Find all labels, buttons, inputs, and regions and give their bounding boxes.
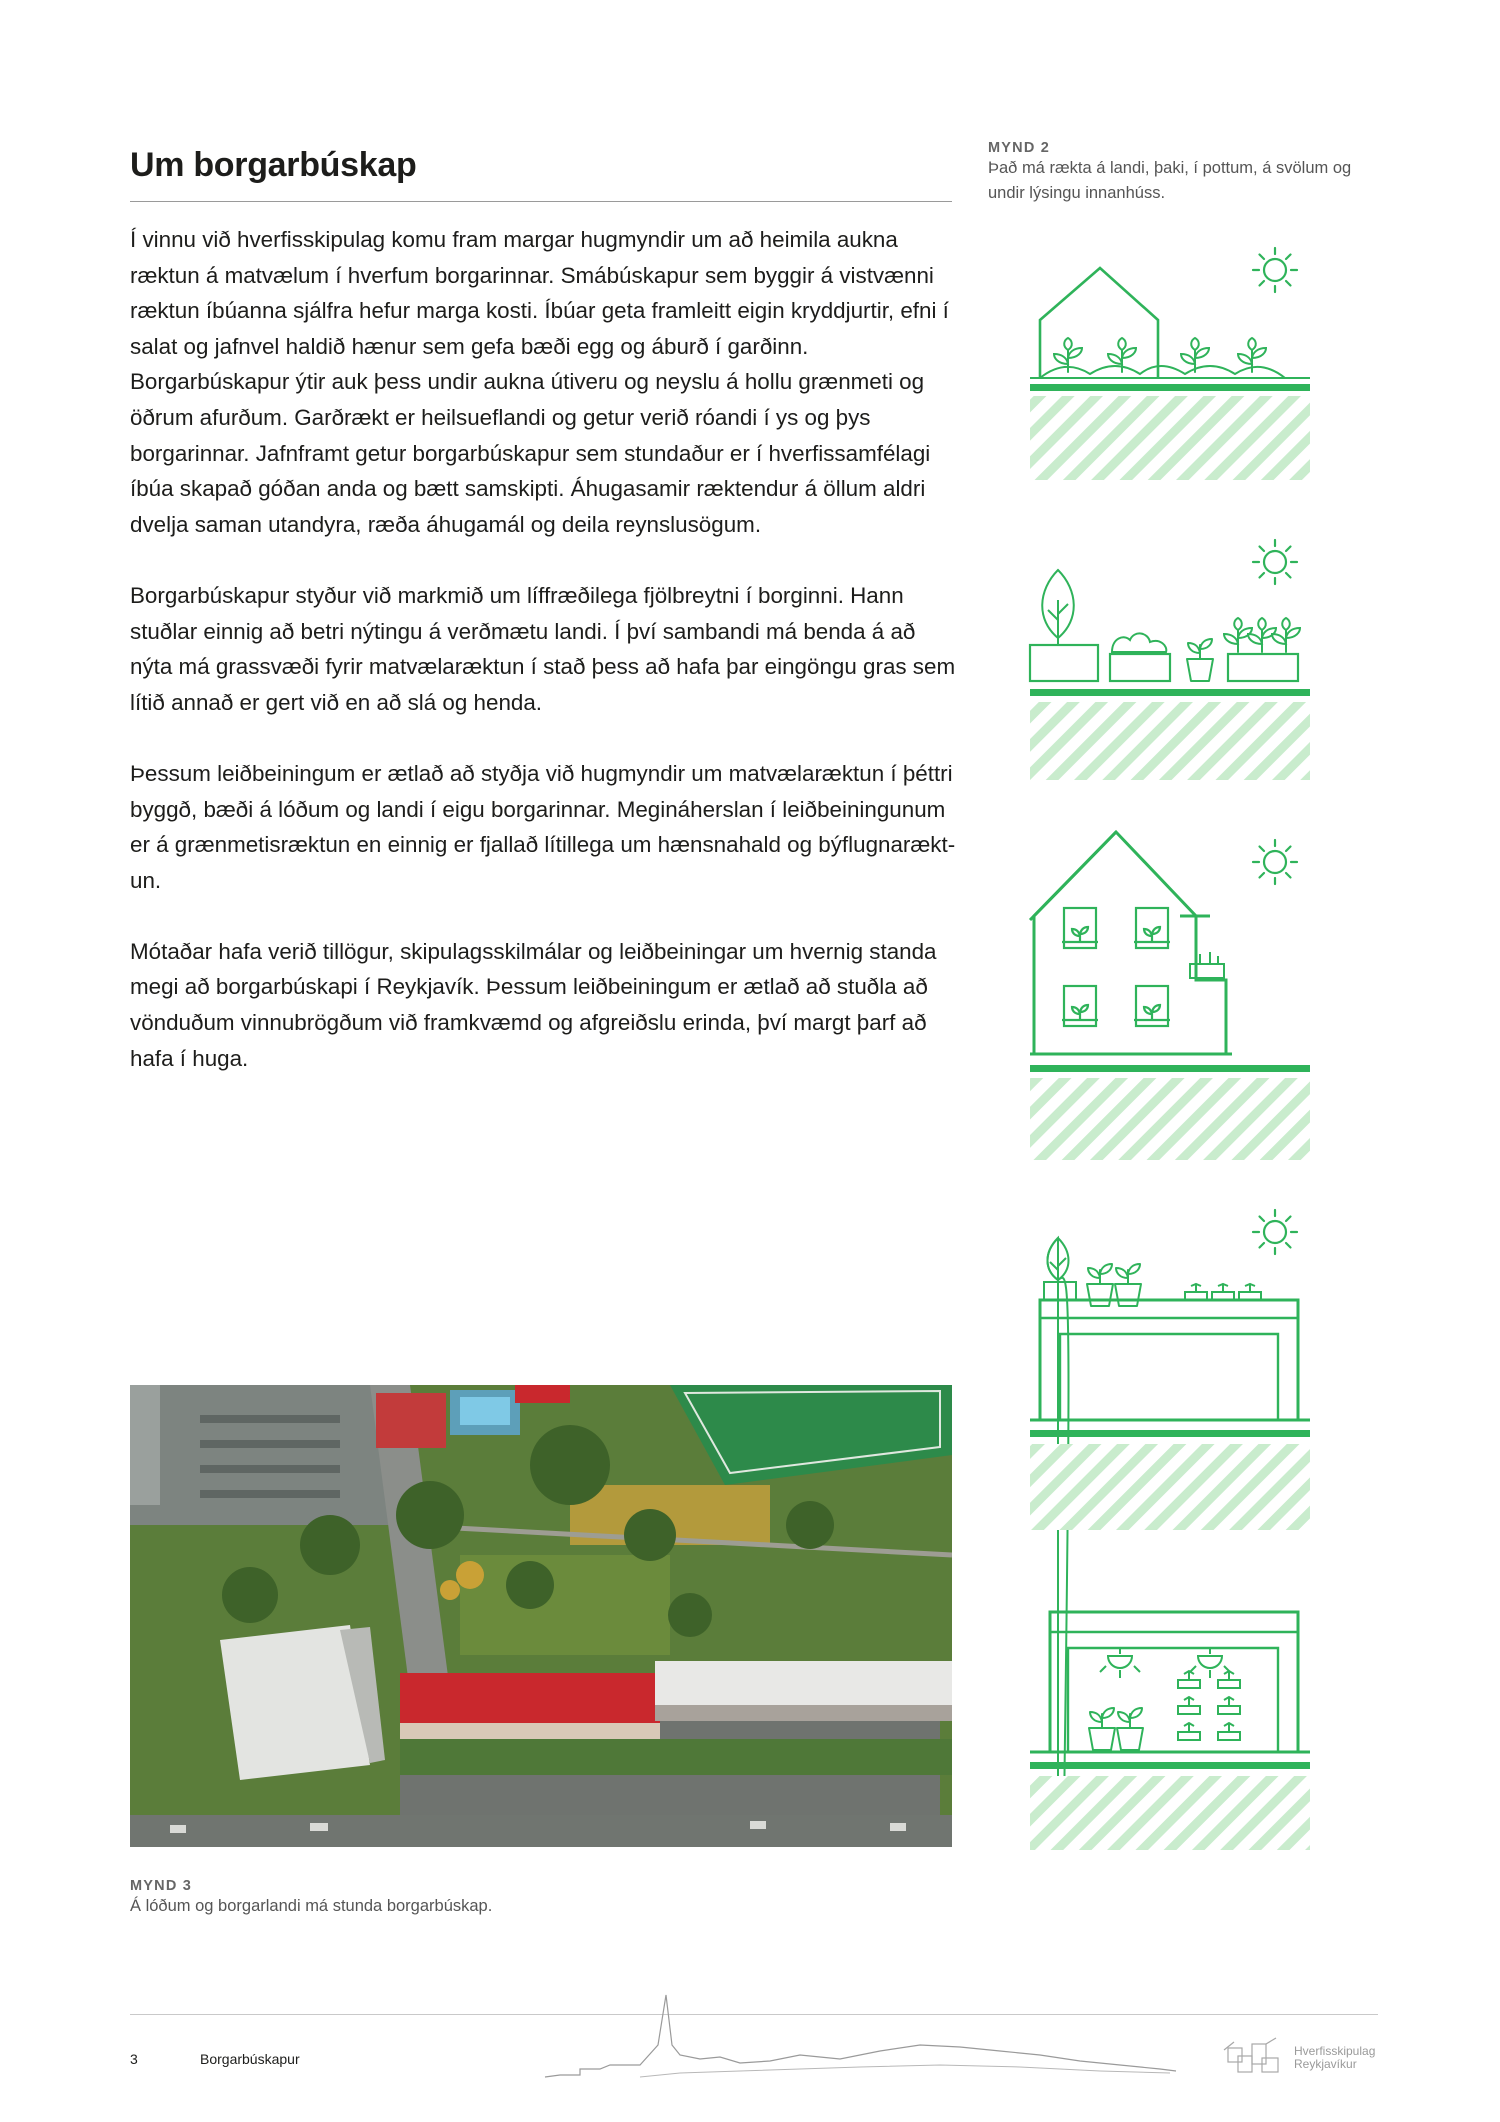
page-number: 3	[130, 2051, 138, 2067]
logo-line-2: Reykjavíkur	[1294, 2057, 1357, 2071]
title-divider	[130, 201, 952, 202]
body-text	[130, 222, 960, 1112]
paragraph-1: Í vinnu við hverfisskipulag komu fram margar hugmyndir um að heimila aukna ræktun á matvælum í hverfum borgarinnar. Smábúskapur sem byggir á vistvænni ræktun íbúanna sjálfra hefur marga kosti. Íbúar geta framleitt eigin kryddjurtir, efni í salat og jafnvel haldið hænur sem gefa bæði egg og áburð í garðinn. Borgarbúskapur ýtir auk þess undir aukna útiveru og neyslu á hollu grænmeti og öðrum afurðum. Garðrækt er heilsueflandi og getur verið róandi í ys og þys borgarinnar. Jafnframt getur borgarbúskapur sem stundaður er í hverfissamfélagi íbúa skapað góðan anda og bætt samskipti. Áhugasamir ræktendur á öllum aldri dvelja saman utandyra, ræða áhugamál og deila reynslusögum.	[130, 227, 949, 537]
figure-2-text: Það má rækta á landi, þaki, í pottum, á svölum og undir lýsingu innanhúss.	[988, 159, 1352, 202]
scene-rooftop	[1030, 1210, 1310, 1850]
growing-illustrations	[1020, 240, 1340, 1850]
logo-text	[1294, 2045, 1375, 2071]
footer-doc-title: Borgarbúskapur	[200, 2051, 300, 2067]
figure-2-caption	[988, 140, 1388, 206]
paragraph-4: Mótaðar hafa verið tillögur, skipulagsskilmálar og leiðbeiningar um hvernig standa megi að borgarbúskapi í Reykjavík. Þessum leiðbeiningum er ætlað að stuðla að vönduðum vinnubrögðum við framkvæmd og afgreiðslu erinda, því margt þarf að hafa í huga.	[130, 938, 937, 1071]
skyline-drawing	[540, 1985, 1180, 2085]
figure-3-text: Á lóðum og borgarlandi má stunda borgarbúskap.	[130, 1897, 493, 1915]
page-title: Um borgarbúskap	[130, 146, 417, 184]
paragraph-3: Þessum leiðbeiningum er ætlað að styðja við hugmyndir um matvælaræktun í þéttri byggð, bæði á lóðum og landi í eigu borgarinnar. Megináherslan í leiðbeiningunum er á grænmetisræktun en einnig er fjallað lítillega um hænsnahald og býflugnaræktun.	[130, 760, 956, 893]
scene-land-greenhouse	[1030, 248, 1310, 480]
paragraph-2: Borgarbúskapur styður við markmið um líffræðilega fjölbreytni í borginni. Hann stuðlar einnig að betri nýtingu á verðmætu landi. Í því sambandi má benda á að nýta má grassvæði fyrir matvælaræktun í stað þess að hafa þar eingöngu gras sem lítið annað er gert við en að slá og henda.	[130, 582, 956, 715]
figure-2-label: MYND 2	[988, 140, 1050, 156]
figure-3-label: MYND 3	[130, 1878, 192, 1894]
figure-3-caption	[130, 1878, 930, 1919]
aerial-photo	[130, 1385, 952, 1847]
scene-house-balcony	[1030, 832, 1310, 1160]
scene-indoor-lights	[1030, 1612, 1310, 1850]
logo-line-1: Hverfisskipulag	[1294, 2044, 1376, 2058]
scene-planters	[1030, 540, 1310, 780]
